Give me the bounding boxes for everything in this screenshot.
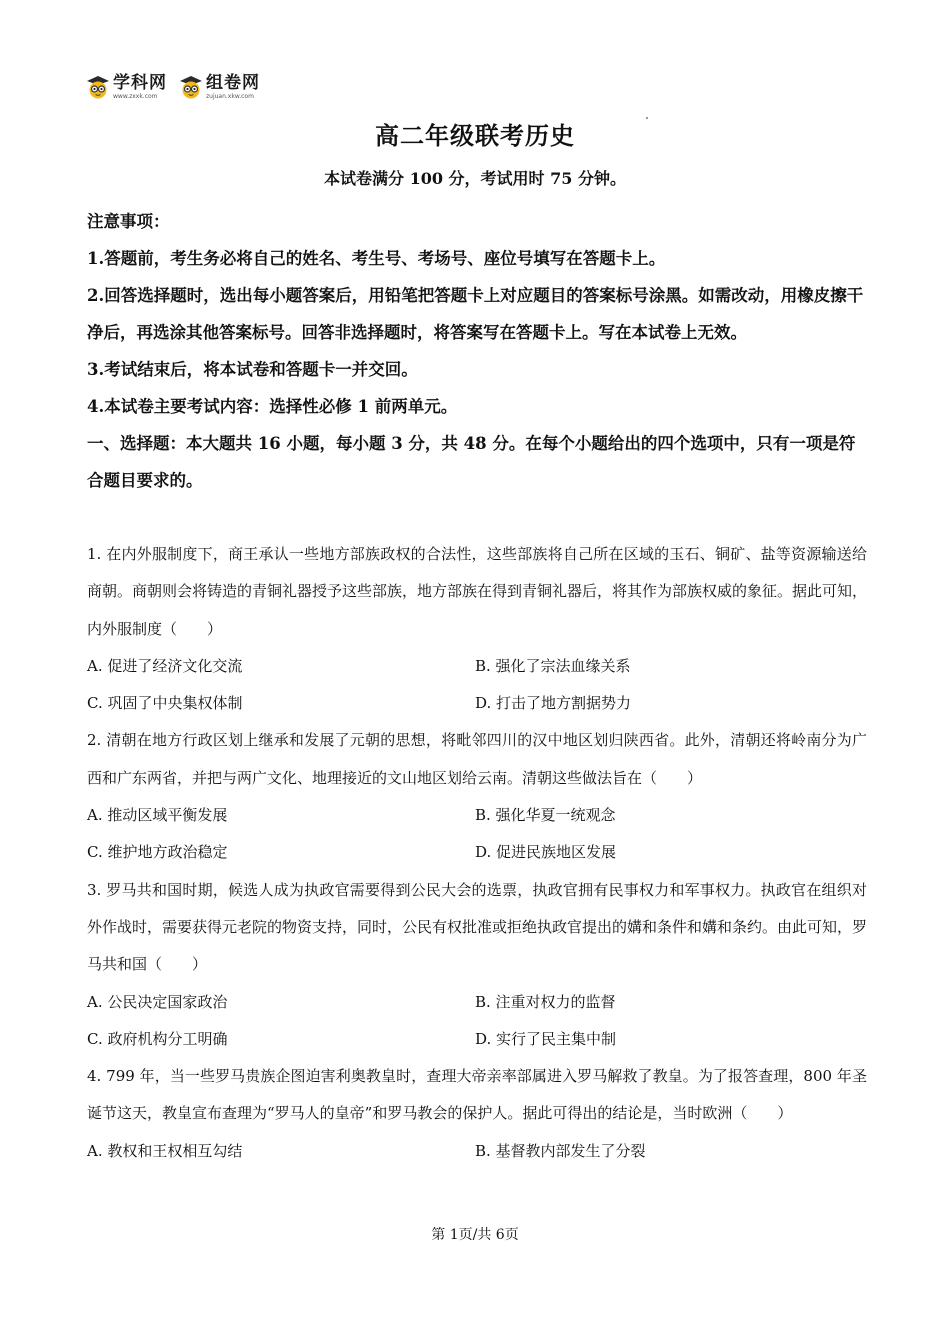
option-a: A. 教权和王权相互勾结 xyxy=(87,1141,243,1160)
option-row xyxy=(87,648,867,685)
owl-face-icon xyxy=(179,75,203,99)
notice-item: 1.答题前，考生务必将自己的姓名、考生号、考场号、座位号填写在答题卡上。 xyxy=(87,249,666,268)
question xyxy=(87,872,867,1058)
option-row xyxy=(87,1133,867,1170)
zujuan-logo[interactable] xyxy=(179,72,260,100)
page-title: 高二年级联考历史 xyxy=(375,122,575,150)
option-d: D. 促进民族地区发展 xyxy=(475,843,617,862)
question xyxy=(87,1058,867,1170)
question-stem: 2. 清朝在地方行政区划上继承和发展了元朝的思想，将毗邻四川的汉中地区划归陕西省。此外，清朝还将岭南分为广西和广东两省，并把与两广文化、地理接近的文山地区划给云南。清朝这些做法旨在（ ） xyxy=(87,731,867,787)
option-c: C. 政府机构分工明确 xyxy=(87,1029,228,1048)
option-d: D. 打击了地方割据势力 xyxy=(475,694,632,713)
option-row xyxy=(87,834,867,871)
question-stem: 3. 罗马共和国时期，候选人成为执政官需要得到公民大会的选票，执政官拥有民事权力和军事权力。执政官在组织对外作战时，需要获得元老院的物资支持，同时，公民有权批准或拒绝执政官提出的媾和条件和媾和条约。由此可知，罗马共和国（ ） xyxy=(87,880,868,974)
option-c: C. 维护地方政治稳定 xyxy=(87,843,228,862)
owl-face-icon xyxy=(86,75,110,99)
option-row xyxy=(87,797,867,834)
option-a: A. 推动区域平衡发展 xyxy=(87,806,228,825)
notice-item: 2.回答选择题时，选出每小题答案后，用铅笔把答题卡上对应题目的答案标号涂黑。如需改动，用橡皮擦干净后，再选涂其他答案标号。回答非选择题时，将答案写在答题卡上。写在本试卷上无效。 xyxy=(87,286,864,342)
option-a: A. 促进了经济文化交流 xyxy=(87,656,243,675)
option-row xyxy=(87,685,867,722)
question-stem: 4. 799 年，当一些罗马贵族企图迫害利奥教皇时，查理大帝亲率部属进入罗马解救了教皇。为了报答查理，800 年圣诞节这天，教皇宣布查理为“罗马人的皇帝”和罗马教会的保护人。据此可得出的结论是，当时欧洲（ ） xyxy=(87,1067,867,1123)
option-c: C. 巩固了中央集权体制 xyxy=(87,694,243,713)
logo-bar xyxy=(86,70,260,104)
notice-item: 4.本试卷主要考试内容：选择性必修 1 前两单元。 xyxy=(87,397,458,416)
logo-name: 学科网 xyxy=(113,72,167,93)
option-b: B. 强化了宗法血缘关系 xyxy=(475,656,631,675)
option-b: B. 基督教内部发生了分裂 xyxy=(475,1141,646,1160)
section-heading: 一、选择题：本大题共 16 小题，每小题 3 分，共 48 分。在每个小题给出的四个选项中，只有一项是符合题目要求的。 xyxy=(87,434,856,490)
notice-heading: 注意事项： xyxy=(87,212,170,231)
exam-info: 本试卷满分 100 分，考试用时 75 分钟。 xyxy=(324,169,626,188)
notice-item: 3.考试结束后，将本试卷和答题卡一并交回。 xyxy=(87,360,418,379)
option-row xyxy=(87,984,867,1021)
option-row xyxy=(87,1021,867,1058)
question xyxy=(87,722,867,871)
option-b: B. 注重对权力的监督 xyxy=(475,992,616,1011)
zxxk-logo[interactable] xyxy=(86,72,167,100)
logo-url: zujuan.xkw.com xyxy=(206,92,254,100)
option-a: A. 公民决定国家政治 xyxy=(87,992,228,1011)
logo-name: 组卷网 xyxy=(206,72,260,93)
option-d: D. 实行了民主集中制 xyxy=(475,1029,617,1048)
question-stem: 1. 在内外服制度下，商王承认一些地方部族政权的合法性，这些部族将自己所在区域的玉石、铜矿、盐等资源输送给商朝。商朝则会将铸造的青铜礼器授予这些部族，地方部族在得到青铜礼器后，将其作为部族权威的象征。据此可知，内外服制度（ ） xyxy=(87,545,868,638)
page-footer: 第 1页/共 6页 xyxy=(431,1227,519,1243)
option-b: B. 强化华夏一统观念 xyxy=(475,806,616,825)
question-list xyxy=(87,536,867,1170)
question xyxy=(87,536,867,722)
logo-url: www.zxxk.com xyxy=(113,92,158,100)
notice-section xyxy=(87,203,867,499)
